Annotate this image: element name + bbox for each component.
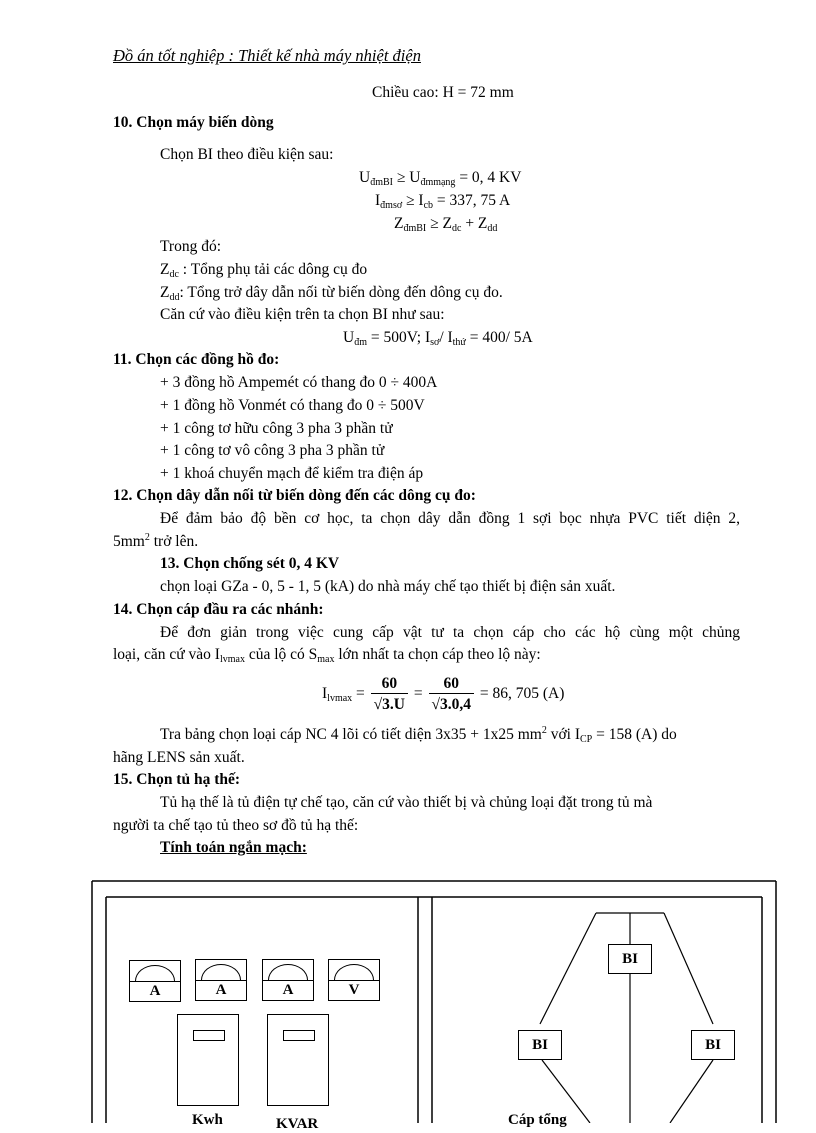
current-transformer: BI: [608, 944, 652, 974]
where-label: Trong đó:: [160, 238, 222, 255]
ammeter-icon: [262, 959, 314, 1001]
meter-list-item: + 1 khoá chuyển mạch để kiểm tra điện áp: [160, 465, 424, 482]
kvar-meter-box: [267, 1014, 329, 1106]
main-cable-label: Cáp tổng: [508, 1112, 567, 1128]
zdc-definition: $Z_{dc}$ : Tổng phụ tải các dông cụ đo: [160, 261, 368, 280]
section-14-title: 14. Chọn cáp đầu ra các nhánh:: [113, 601, 324, 618]
kvar-label: KVAR: [276, 1116, 319, 1132]
meter-label: A: [282, 982, 294, 998]
equation-i: $I_{đmsơ} \ge I_{cb} = 337$, 75 A: [375, 192, 511, 211]
meter-label: V: [348, 982, 360, 998]
cabinet-diagram: [0, 870, 816, 1132]
ammeter-icon: [129, 960, 181, 1002]
voltmeter-icon: [328, 959, 380, 1001]
ammeter-icon: [195, 959, 247, 1001]
basis-line: Căn cứ vào điều kiện trên ta chọn BI như sau:: [160, 306, 445, 323]
section-10-intro: Chọn BI theo điều kiện sau:: [160, 146, 334, 163]
meter-label: A: [149, 983, 161, 999]
height-line: Chiều cao: H = 72 mm: [372, 84, 514, 101]
kwh-label: Kwh: [192, 1112, 223, 1128]
meter-list-item: + 1 công tơ vô công 3 pha 3 phần tử: [160, 442, 385, 459]
section-13-title: 13. Chọn chống sét 0, 4 KV: [160, 555, 340, 572]
section-10-title: 10. Chọn máy biến dòng: [113, 114, 274, 131]
meter-list-item: + 3 đồng hồ Ampemét có thang đo 0 ÷ 400A: [160, 374, 438, 391]
section-12-title: 12. Chọn dây dẫn nối từ biến dòng đến các dông cụ đo:: [113, 487, 476, 504]
meter-list-item: + 1 đồng hồ Vonmét có thang đo 0 ÷ 500V: [160, 397, 425, 414]
meter-label: A: [215, 982, 227, 998]
section-14-line-1: Để đơn giản trong việc cung cấp vật tư ta chọn cáp cho các hộ cùng một chủng: [160, 624, 740, 641]
meter-list-item: + 1 công tơ hữu công 3 pha 3 phần tử: [160, 420, 393, 437]
document-header: Đồ án tốt nghiệp : Thiết kế nhà máy nhiệt điện: [113, 46, 421, 65]
equation-u: $U_{đmBI} \ge U_{đmmạng} = 0$, 4 KV: [359, 169, 522, 188]
section-11-title: 11. Chọn các đồng hồ đo:: [113, 351, 280, 368]
current-transformer: BI: [691, 1030, 735, 1060]
equation-z: $Z_{đmBI} \ge Z_{dc} + Z_{dd}$: [394, 215, 498, 234]
section-12-line-1: Để đảm bảo độ bền cơ học, ta chọn dây dẫn đồng 1 sợi bọc nhựa PVC tiết diện 2,: [160, 510, 740, 527]
kwh-meter-box: [177, 1014, 239, 1106]
section-14-line-2: loại, căn cứ vào $I_{lvmax}$ của lộ có $S_{max}$ lớn nhất ta chọn cáp theo lộ này:: [113, 646, 541, 665]
cable-current-formula: $I_{lvmax}$ = $\frac{60}{√3.U}$ = $\frac{60}{√3.0,4}$ = 86, 705 (A): [322, 675, 565, 714]
section-14-after-2: hãng LENS sản xuất.: [113, 749, 245, 766]
section-15-title: 15. Chọn tủ hạ thế:: [113, 771, 241, 788]
zdd-definition: $Z_{dd}$: Tổng trở dây dẫn nối từ biến dòng đến dông cụ đo.: [160, 284, 503, 303]
section-12-line-2: $5mm^2$ trở lên.: [113, 532, 199, 550]
section-15-line-2: người ta chế tạo tủ theo sơ đồ tủ hạ thế:: [113, 817, 359, 834]
cabinet-frame: [0, 870, 816, 1123]
section-13-text: chọn loại GZa - 0, 5 - 1, 5 (kA) do nhà máy chế tạo thiết bị điện sản xuất.: [160, 578, 616, 595]
section-14-after-1: Tra bảng chọn loại cáp NC 4 lõi có tiết diện 3x35 + 1x25 $mm^2$ với $I_{CP} = 158$ (A) do: [160, 725, 677, 745]
current-transformer: BI: [518, 1030, 562, 1060]
short-circuit-heading: Tính toán ngắn mạch:: [160, 839, 307, 856]
section-15-line-1: Tủ hạ thế là tủ điện tự chế tạo, căn cứ vào thiết bị và chủng loại đặt trong tủ mà: [160, 794, 653, 811]
bi-selection-result: $U_{đm} = 500V$; $I_{sơ}/$ $I_{thứ} = 400/$ 5A: [343, 329, 533, 348]
